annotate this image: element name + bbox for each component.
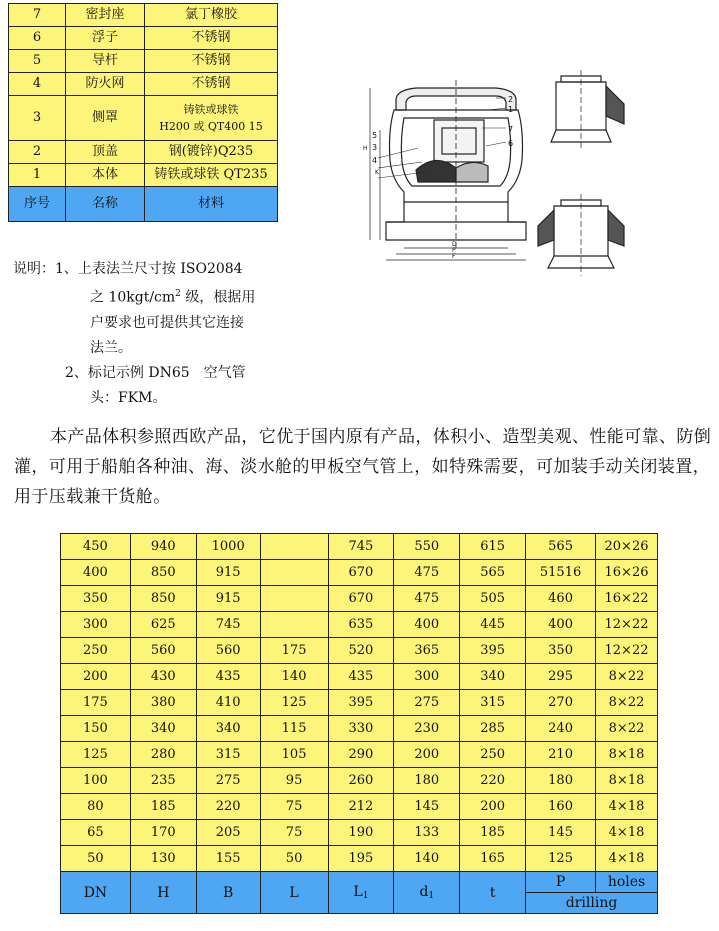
dims-cell-p: 210 [526,742,596,768]
dims-row [61,690,658,716]
dims-cell-holes: 4×18 [596,820,658,846]
dims-cell-d1: 275 [394,690,460,716]
dims-cell-h: 235 [130,768,196,794]
dims-cell-h: 380 [130,690,196,716]
dims-cell-holes: 8×22 [596,690,658,716]
dims-cell-dn: 350 [61,586,131,612]
dims-cell-holes: 8×22 [596,716,658,742]
side-view-top [551,70,624,150]
dims-cell-b: 220 [196,794,260,820]
dims-row [61,716,658,742]
dims-row [61,820,658,846]
parts-no: 3 [9,96,66,141]
dims-row [61,560,658,586]
parts-name: 本体 [66,164,145,187]
parts-no: 6 [9,27,66,50]
parts-name: 侧罩 [66,96,145,141]
dims-cell-l1: 435 [328,664,394,690]
dims-cell-b: 915 [196,586,260,612]
dims-header-b: B [196,872,260,914]
dims-cell-l [260,534,328,560]
dims-cell-t: 285 [460,716,526,742]
intro-paragraph: 本产品体积参照西欧产品，它优于国内原有产品，体积小、造型美观、性能可靠、防倒灌，可用于船舶各种油、海、淡水舱的甲板空气管上，如特殊需要，可加装手动关闭装置，用于压载兼干货舱。 [14,427,712,507]
dims-cell-dn: 100 [61,768,131,794]
dims-cell-l: 115 [260,716,328,742]
dims-cell-p: 270 [526,690,596,716]
parts-material [145,96,278,141]
dims-cell-t: 315 [460,690,526,716]
dims-header-h: H [130,872,196,914]
dims-header-holes: holes [596,872,658,893]
dims-cell-l1: 195 [328,846,394,872]
dims-cell-d1: 230 [394,716,460,742]
dims-cell-h: 850 [130,586,196,612]
dims-cell-holes: 8×18 [596,742,658,768]
dims-cell-d1: 133 [394,820,460,846]
callout-1: 1 [508,105,514,114]
parts-name: 防火网 [66,73,145,96]
dims-cell-h: 340 [130,716,196,742]
dims-cell-b: 745 [196,612,260,638]
dims-row [61,846,658,872]
dims-cell-dn: 65 [61,820,131,846]
side-view-bottom [538,194,624,276]
parts-name: 顶盖 [66,141,145,164]
dims-cell-l1: 520 [328,638,394,664]
dims-cell-p: 400 [526,612,596,638]
dims-cell-d1: 550 [394,534,460,560]
dims-cell-l: 50 [260,846,328,872]
callout-4: 4 [372,156,378,165]
dims-cell-p: 460 [526,586,596,612]
dims-row [61,534,658,560]
dims-cell-l1: 212 [328,794,394,820]
dims-cell-t: 250 [460,742,526,768]
dims-cell-b: 340 [196,716,260,742]
dims-row [61,664,658,690]
dims-cell-t: 615 [460,534,526,560]
dims-cell-d1: 140 [394,846,460,872]
parts-material-line-1: 铸铁或球铁 [183,103,239,116]
dims-cell-b: 410 [196,690,260,716]
dims-cell-p: 125 [526,846,596,872]
dims-cell-b: 315 [196,742,260,768]
parts-row [9,73,278,96]
dims-cell-dn: 50 [61,846,131,872]
dims-cell-d1: 475 [394,586,460,612]
dims-cell-l1: 670 [328,586,394,612]
dims-cell-t: 565 [460,560,526,586]
dims-cell-l1: 290 [328,742,394,768]
dims-cell-l [260,586,328,612]
dims-cell-p: 51516 [526,560,596,586]
parts-material: 铸铁或球铁 QT235 [145,164,278,187]
dimension-table [60,533,658,914]
parts-material: 不锈钢 [145,50,278,73]
dims-header-row-1 [61,872,658,893]
dims-cell-dn: 125 [61,742,131,768]
parts-no: 4 [9,73,66,96]
dims-cell-holes: 8×22 [596,664,658,690]
dims-row [61,794,658,820]
dims-cell-dn: 250 [61,638,131,664]
parts-material: 钢(镀锌)Q235 [145,141,278,164]
dims-cell-b: 915 [196,560,260,586]
callout-3: 3 [372,143,378,152]
dims-cell-l1: 190 [328,820,394,846]
dims-cell-p: 160 [526,794,596,820]
dim-f: F [452,253,456,260]
dims-cell-dn: 300 [61,612,131,638]
dims-cell-p: 350 [526,638,596,664]
dims-cell-dn: 150 [61,716,131,742]
parts-row [9,50,278,73]
dims-cell-holes: 4×18 [596,846,658,872]
dims-cell-t: 220 [460,768,526,794]
dim-h: H [363,145,368,152]
dims-cell-t: 395 [460,638,526,664]
parts-material: 氯丁橡胶 [145,4,278,27]
dims-cell-h: 280 [130,742,196,768]
dims-cell-b: 205 [196,820,260,846]
dims-header-l: L [260,872,328,914]
dims-cell-l: 140 [260,664,328,690]
note-2-line-2: 头：FKM。 [90,389,167,406]
parts-material-line-2: H200 或 QT400 15 [159,120,263,133]
dims-cell-d1: 145 [394,794,460,820]
parts-name: 密封座 [66,4,145,27]
dims-cell-h: 430 [130,664,196,690]
note-1-line-2: 之 $10kgt/cm^2$ 级，根据用 [90,289,256,306]
dims-cell-p: 295 [526,664,596,690]
dims-cell-p: 565 [526,534,596,560]
dims-cell-d1: 475 [394,560,460,586]
parts-row [9,164,278,187]
callout-5: 5 [372,131,378,140]
dims-cell-h: 170 [130,820,196,846]
dims-header-drilling: drilling [526,893,658,914]
dims-row [61,612,658,638]
dims-cell-l1: 330 [328,716,394,742]
dims-cell-l [260,560,328,586]
dims-cell-l: 125 [260,690,328,716]
dims-cell-holes: 12×22 [596,612,658,638]
parts-row [9,27,278,50]
dims-cell-t: 185 [460,820,526,846]
section-view [370,80,526,260]
air-pipe-head-drawing [356,70,716,280]
notes-label: 说明： [13,261,55,277]
parts-no: 7 [9,4,66,27]
dims-cell-dn: 80 [61,794,131,820]
parts-header-material: 材料 [145,187,278,222]
dims-header-p: P [526,872,596,893]
dims-cell-l1: 670 [328,560,394,586]
notes [13,257,303,411]
dims-header-dn: DN [61,872,131,914]
dims-cell-b: 1000 [196,534,260,560]
dims-cell-l1: 745 [328,534,394,560]
parts-no: 5 [9,50,66,73]
parts-header-name: 名称 [66,187,145,222]
dims-row [61,768,658,794]
parts-header-no: 序号 [9,187,66,222]
parts-row [9,141,278,164]
dims-cell-h: 850 [130,560,196,586]
dims-cell-holes: 12×22 [596,638,658,664]
parts-row [9,4,278,27]
dims-cell-d1: 300 [394,664,460,690]
dims-cell-p: 180 [526,768,596,794]
dims-cell-t: 165 [460,846,526,872]
parts-table [8,3,278,222]
dims-cell-t: 200 [460,794,526,820]
dims-cell-b: 560 [196,638,260,664]
dim-p: P [452,247,456,254]
dims-cell-d1: 180 [394,768,460,794]
parts-header-row [9,187,278,222]
dims-cell-holes: 8×18 [596,768,658,794]
parts-name: 导杆 [66,50,145,73]
dims-cell-holes: 16×22 [596,586,658,612]
note-1-line-1: 说明：1、上表法兰尺寸按 ISO2084 [13,261,243,277]
dims-cell-l: 95 [260,768,328,794]
note-1-line-3: 户要求也可提供其它连接 [90,314,244,331]
dims-row [61,742,658,768]
dims-cell-p: 145 [526,820,596,846]
dims-cell-l: 75 [260,794,328,820]
dims-header-t: t [460,872,526,914]
parts-no: 2 [9,141,66,164]
callout-2: 2 [508,95,514,104]
dims-cell-dn: 200 [61,664,131,690]
dims-cell-dn: 175 [61,690,131,716]
dims-cell-d1: 365 [394,638,460,664]
callout-6: 6 [508,139,514,148]
dims-row [61,586,658,612]
dims-cell-h: 130 [130,846,196,872]
dims-cell-l1: 395 [328,690,394,716]
dim-d: D [452,241,457,248]
dims-header-l1: $L_1$ [328,872,394,914]
dims-cell-holes: 4×18 [596,794,658,820]
note-1-line-4: 法兰。 [90,339,132,356]
dims-cell-holes: 16×26 [596,560,658,586]
dims-cell-b: 155 [196,846,260,872]
dims-cell-dn: 400 [61,560,131,586]
dims-cell-h: 185 [130,794,196,820]
parts-row [9,96,278,141]
callout-7: 7 [508,125,514,134]
dims-cell-holes: 20×26 [596,534,658,560]
dims-cell-b: 275 [196,768,260,794]
note-2-line-1: 2、标记示例 DN65 空气管 [65,364,246,381]
dims-cell-dn: 450 [61,534,131,560]
dims-cell-h: 625 [130,612,196,638]
dims-cell-d1: 400 [394,612,460,638]
parts-no: 1 [9,164,66,187]
dims-cell-t: 505 [460,586,526,612]
dims-cell-l: 105 [260,742,328,768]
dims-cell-l1: 635 [328,612,394,638]
dims-cell-b: 435 [196,664,260,690]
dims-cell-t: 445 [460,612,526,638]
dims-header-d1: $d_1$ [394,872,460,914]
dims-row [61,638,658,664]
dims-cell-h: 560 [130,638,196,664]
dims-cell-l: 175 [260,638,328,664]
dims-cell-l: 75 [260,820,328,846]
dim-k: K [375,169,379,176]
dims-cell-l [260,612,328,638]
dims-cell-l1: 260 [328,768,394,794]
parts-material: 不锈钢 [145,27,278,50]
dims-cell-h: 940 [130,534,196,560]
dims-cell-p: 240 [526,716,596,742]
parts-material: 不锈钢 [145,73,278,96]
parts-name: 浮子 [66,27,145,50]
dims-cell-t: 340 [460,664,526,690]
dims-cell-d1: 200 [394,742,460,768]
